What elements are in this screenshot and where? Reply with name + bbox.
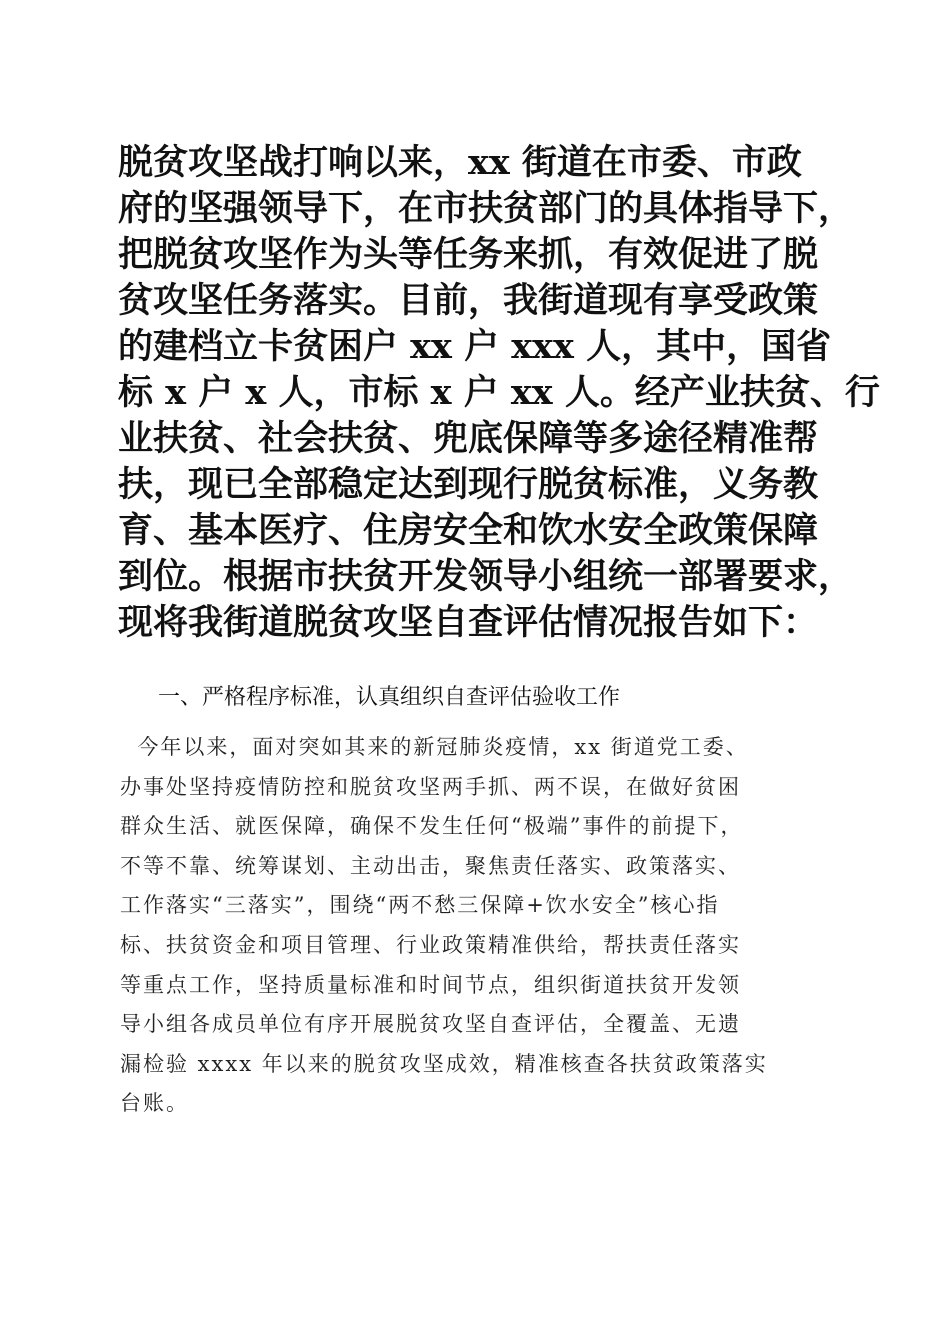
intro-line: 现将我街道脱贫攻坚自查评估情况报告如下： — [118, 602, 819, 643]
body-line: 台账。 — [120, 1091, 189, 1116]
intro-line: 把脱贫攻坚作为头等任务来抓，有效促进了脱 — [118, 234, 819, 275]
section-body-paragraph — [120, 728, 840, 1124]
body-line: 导小组各成员单位有序开展脱贫攻坚自查评估，全覆盖、无遗 — [120, 1012, 741, 1037]
body-line: 今年以来，面对突如其来的新冠肺炎疫情，xx 街道党工委、 — [120, 735, 749, 759]
intro-line: 到位。根据市扶贫开发领导小组统一部署要求， — [118, 556, 854, 597]
body-line: 工作落实“三落实”，围绕“两不愁三保障+饮水安全”核心指 — [120, 893, 720, 918]
intro-line: 的建档立卡贫困户 xx 户 xxx 人，其中，国省 — [118, 326, 832, 367]
body-line: 漏检验 xxxx 年以来的脱贫攻坚成效，精准核查各扶贫政策落实 — [120, 1051, 768, 1076]
body-line: 标、扶贫资金和项目管理、行业政策精准供给，帮扶责任落实 — [120, 932, 741, 957]
body-line: 不等不靠、统筹谋划、主动出击，聚焦责任落实、政策落实、 — [120, 853, 741, 878]
body-line: 等重点工作，坚持质量标准和时间节点，组织街道扶贫开发领 — [120, 972, 741, 997]
intro-line: 业扶贫、社会扶贫、兜底保障等多途径精准帮 — [118, 418, 819, 459]
body-line: 群众生活、就医保障，确保不发生任何“极端”事件的前提下， — [120, 814, 744, 839]
intro-line: 府的坚强领导下，在市扶贫部门的具体指导下， — [118, 188, 854, 229]
intro-line: 标 x 户 x 人，市标 x 户 xx 人。经产业扶贫、行 — [118, 372, 880, 413]
intro-line: 育、基本医疗、住房安全和饮水安全政策保障 — [118, 510, 819, 551]
section-heading: 一、严格程序标准，认真组织自查评估验收工作 — [158, 685, 621, 710]
intro-line: 贫攻坚任务落实。目前，我街道现有享受政策 — [118, 280, 819, 321]
body-line: 办事处坚持疫情防控和脱贫攻坚两手抓、两不误，在做好贫困 — [120, 774, 741, 799]
intro-paragraph — [118, 140, 880, 646]
intro-line: 扶，现已全部稳定达到现行脱贫标准，义务教 — [118, 464, 819, 505]
intro-line: 脱贫攻坚战打响以来，xx 街道在市委、市政 — [118, 142, 802, 183]
